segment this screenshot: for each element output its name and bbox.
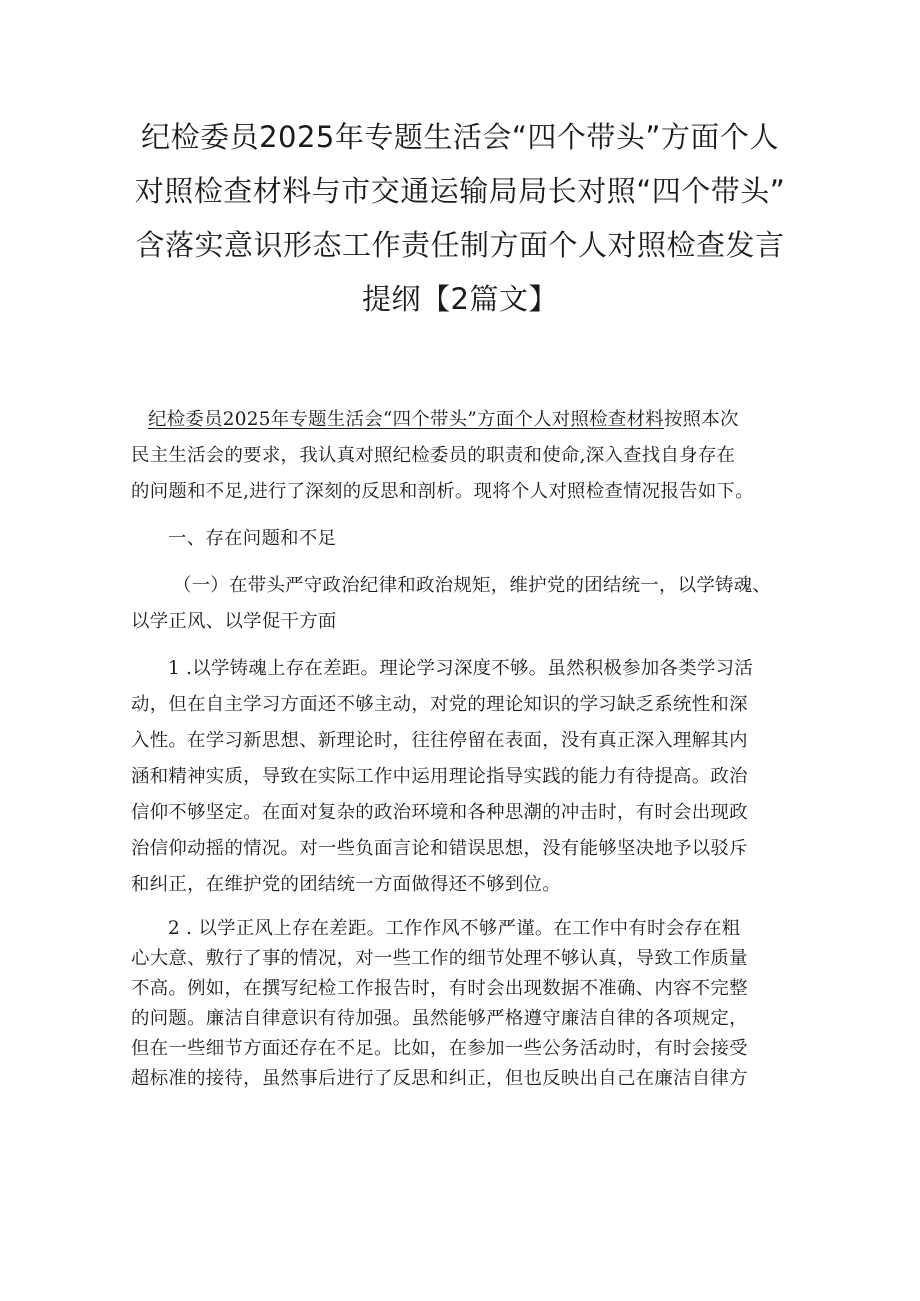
intro-line: 民主生活会的要求，我认真对照纪检委员的职责和使命,深入查找自身存在 — [131, 445, 736, 466]
section-heading — [131, 521, 791, 557]
intro-line: 的问题和不足,进行了深刻的反思和剖析。现将个人对照检查情况报告如下。 — [131, 481, 754, 502]
item-line: 超标准的接待，虽然事后进行了反思和纠正，但也反映出自己在廉洁自律方 — [131, 1068, 748, 1089]
item-line: 涵和精神实质，导致在实际工作中运用理论指导实践的能力有待提高。政治 — [131, 766, 748, 787]
document-title — [120, 110, 800, 326]
section-heading-text: 一、存在问题和不足 — [168, 528, 337, 549]
item-line: 治信仰动摇的情况。对一些负面言论和错误思想，没有能够坚决地予以驳斥 — [131, 838, 748, 859]
subsection-line: （一）在带头严守政治纪律和政治规矩，维护党的团结统一，以学铸魂、 — [173, 575, 772, 596]
item-line: 入性。在学习新思想、新理论时，往往停留在表面，没有真正深入理解其内 — [131, 730, 748, 751]
item-line: 的问题。廉洁自律意识有待加强。虽然能够严格遵守廉洁自律的各项规定， — [131, 1008, 748, 1029]
document-body — [131, 402, 791, 1105]
item-1-paragraph — [131, 651, 791, 903]
item-line: 和纠正，在维护党的团结统一方面做得还不够到位。 — [131, 874, 561, 895]
item-line: 但在一些细节方面还存在不足。比如，在参加一些公务活动时，有时会接受 — [131, 1038, 748, 1059]
item-line: 动，但在自主学习方面还不够主动，对党的理论知识的学习缺乏系统性和深 — [131, 694, 748, 715]
intro-title-link[interactable]: 纪检委员2025年专题生活会“四个带头”方面个人对照检查材料 — [148, 409, 664, 430]
item-line: 信仰不够坚定。在面对复杂的政治环境和各种思潮的冲击时，有时会出现政 — [131, 802, 748, 823]
title-line: 提纲【2篇文】 — [362, 282, 558, 316]
title-line: 纪检委员2025年专题生活会“四个带头”方面个人 — [141, 120, 779, 154]
intro-line-rest: 按照本次 — [663, 409, 739, 430]
subsection-heading — [131, 568, 791, 640]
title-line: 含落实意识形态工作责任制方面个人对照检查发言 — [135, 228, 785, 262]
intro-line — [131, 402, 791, 438]
item-line: 心大意、敷行了事的情况，对一些工作的细节处理不够认真，导致工作质量 — [131, 948, 748, 969]
item-line: 不高。例如，在撰写纪检工作报告时，有时会出现数据不准确、内容不完整 — [131, 978, 748, 999]
intro-paragraph — [131, 402, 791, 510]
item-line: 1 .以学铸魂上存在差距。理论学习深度不够。虽然积极参加各类学习活 — [168, 658, 754, 679]
subsection-line: 以学正风、以学促干方面 — [131, 611, 337, 632]
item-line: 2 . 以学正风上存在差距。工作作风不够严谨。在工作中有时会存在粗 — [168, 918, 741, 939]
item-2-paragraph — [131, 914, 791, 1094]
title-line: 对照检查材料与市交通运输局局长对照“四个带头” — [134, 174, 786, 208]
